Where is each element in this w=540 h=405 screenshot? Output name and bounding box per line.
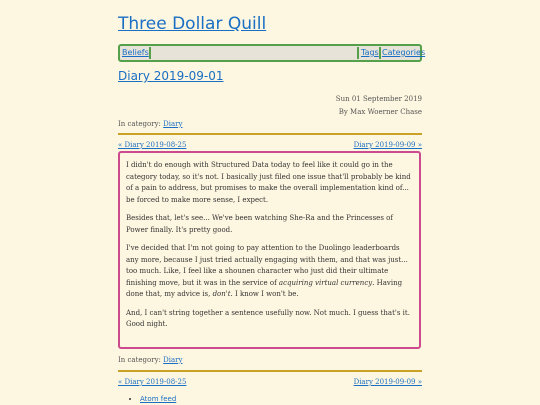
post-content bbox=[118, 151, 421, 349]
site-title-link[interactable]: Three Dollar Quill bbox=[118, 14, 267, 34]
nav-bar bbox=[118, 44, 426, 62]
divider bbox=[118, 133, 422, 135]
post-paragraph: Besides that, let's see... We've been watching She-Ra and the Princesses of Power finally. It's pretty good. bbox=[126, 214, 393, 234]
prev-post-link[interactable]: « Diary 2019-08-25 bbox=[118, 141, 187, 149]
post-date: Sun 01 September 2019 bbox=[335, 95, 422, 103]
post-paragraph: I didn't do enough with Structured Data today to feel like it could go in the category today, so it's not. I basically just filed one issue that'll probably be kind of a pain to address, but promises to make the overall implementation kind of... be forced to make more sense, I expect. bbox=[126, 161, 411, 204]
emphasis: don't bbox=[212, 290, 231, 298]
category-label: In category: bbox=[118, 356, 161, 364]
nav-separator bbox=[149, 47, 151, 59]
category-link[interactable]: Diary bbox=[163, 120, 183, 128]
post-category-bottom bbox=[118, 356, 182, 364]
emphasis: acquiring virtual currency bbox=[278, 278, 373, 287]
nav-categories-link[interactable]: Categories bbox=[382, 48, 426, 57]
list-item bbox=[140, 395, 176, 403]
next-post-link[interactable]: Diary 2019-09-09 » bbox=[353, 378, 422, 386]
next-post-link[interactable]: Diary 2019-09-09 » bbox=[353, 141, 422, 149]
post-pager-top bbox=[118, 141, 422, 151]
nav-tags-link[interactable]: Tags bbox=[361, 48, 379, 57]
prev-post-link[interactable]: « Diary 2019-08-25 bbox=[118, 378, 187, 386]
nav-separator bbox=[357, 47, 359, 59]
nav-separator bbox=[379, 47, 381, 59]
post-pager-bottom bbox=[118, 378, 422, 388]
footer-links bbox=[128, 395, 176, 403]
post-category bbox=[118, 120, 182, 128]
post-title-link[interactable]: Diary 2019-09-01 bbox=[118, 69, 224, 83]
category-link[interactable]: Diary bbox=[163, 356, 183, 364]
post-paragraph: I've decided that I'm not going to pay attention to the Duolingo leaderboards any more, because I just tried actually engaging with them, and that was just... too much. Like, I feel like a shounen character who just did their ultimate finishing move, but it was in the service of acquiring virtual currency. Having done that, my advice is, don't. I know I won't be. bbox=[126, 244, 408, 298]
category-label: In category: bbox=[118, 120, 161, 128]
post-author: By Max Woerner Chase bbox=[338, 108, 422, 116]
post-paragraph: And, I can't string together a sentence usefully now. Not much. I guess that's it. Good night. bbox=[126, 308, 410, 328]
nav-beliefs-link[interactable]: Beliefs bbox=[122, 48, 149, 57]
divider bbox=[118, 370, 422, 372]
atom-feed-link[interactable]: Atom feed bbox=[140, 395, 177, 403]
